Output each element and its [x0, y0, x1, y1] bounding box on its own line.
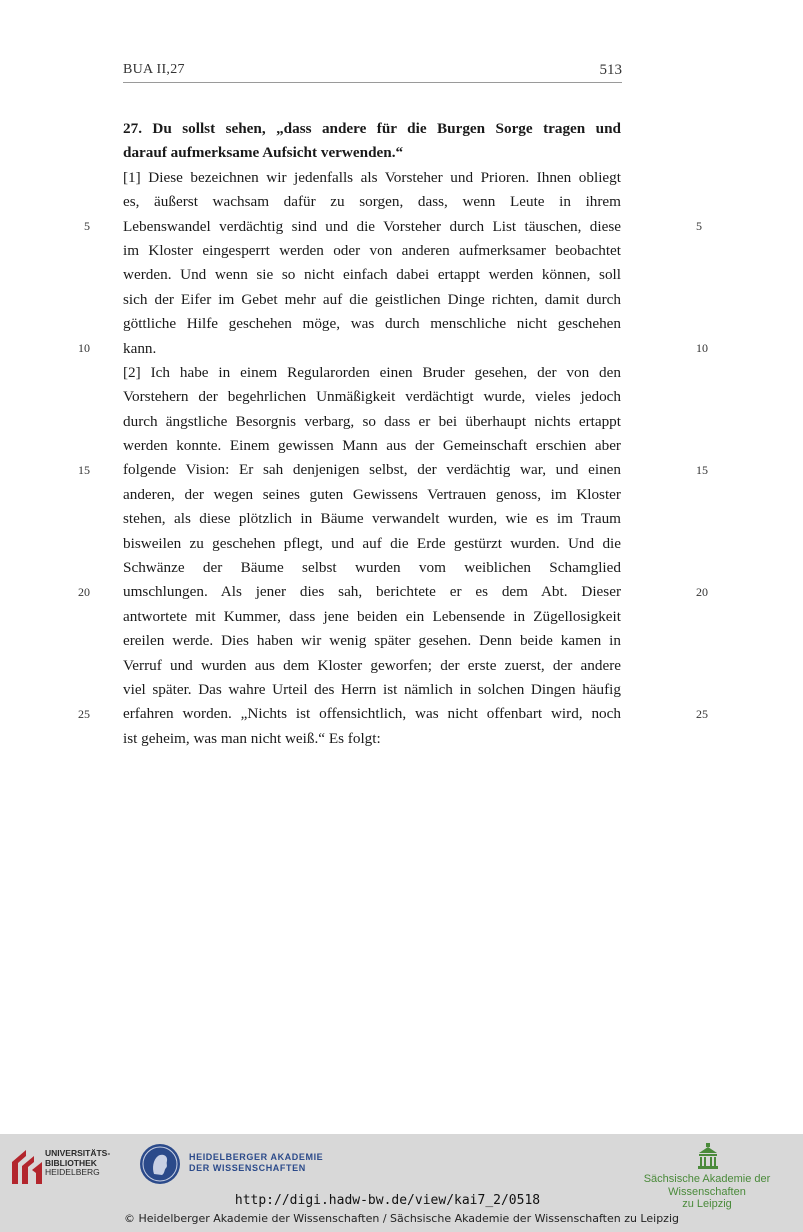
text-line: anderen, der wegen seines guten Gewissens Vertrauen genoss, im Kloster	[123, 485, 621, 503]
text-line: werden. Und wenn sie so nicht einfach dabei ertappt werden können, soll	[123, 266, 621, 284]
text-line: bisweilen zu geschehen pflegt, und auf die Erde gestürzt wurden. Und die	[123, 534, 621, 552]
hadw-seal-icon	[138, 1142, 182, 1186]
text-line: Verruf und wurden aus dem Kloster geworfen; der erste zuerst, der andere	[123, 656, 621, 674]
ub-line: BIBLIOTHEK	[45, 1157, 97, 1168]
hadw-line: HEIDELBERGER AKADEMIE	[189, 1152, 324, 1162]
saw-line: zu Leipzig	[682, 1198, 732, 1210]
text-line: antwortete mit Kummer, dass jene beiden ein Lebensende in Zügellosigkeit	[123, 607, 621, 625]
text-line: Schwänze der Bäume selbst wurden vom weiblichen Schamglied	[123, 559, 621, 577]
ub-heidelberg-wordmark	[45, 1149, 110, 1178]
section-title-line: darauf aufmerksame Aufsicht verwenden.“	[123, 144, 404, 162]
text-line: es, äußerst wachsam dafür zu sorgen, dass, wenn Leute in ihrem	[123, 193, 621, 211]
text-line: göttliche Hilfe geschehen möge, was durch menschliche nicht geschehen	[123, 315, 621, 333]
text-line: ist geheim, was man nicht weiß.“ Es folgt:	[123, 729, 381, 747]
text-line: durch ängstliche Besorgnis verbarg, so dass er bei überhaupt nichts ertappt	[123, 412, 621, 430]
copyright-notice: © Heidelberger Akademie der Wissenschaften / Sächsische Akademie der Wissenschaften zu Leipzig	[123, 1212, 679, 1225]
line-number-right: 25	[696, 707, 708, 721]
page-number: 513	[599, 62, 622, 78]
text-line: werden konnte. Einem gewissen Mann aus der Gemeinschaft erschien aber	[123, 437, 621, 455]
text-line: stehen, als diese plötzlich in Bäume verwandelt wurden, wie es im Traum	[123, 510, 621, 528]
text-line: kann.	[123, 339, 157, 357]
line-number-left: 20	[78, 585, 90, 599]
line-number-left: 25	[78, 707, 90, 721]
text-line: erfahren worden. „Nichts ist offensichtlich, was nicht offenbart wird, noch	[123, 705, 621, 723]
ub-line: HEIDELBERG	[45, 1167, 100, 1177]
line-number-left: 5	[84, 219, 90, 233]
line-number-left: 15	[78, 463, 90, 477]
text-line: viel später. Das wahre Urteil des Herrn ist nämlich in solchen Dingen häufig	[123, 680, 621, 698]
text-line: ereilen werde. Dies haben wir wenig später gesehen. Denn beide kamen in	[123, 632, 621, 650]
permalink-url[interactable]: http://digi.hadw-bw.de/view/kai7_2/0518	[234, 1193, 541, 1208]
saw-leipzig-building-icon	[697, 1143, 719, 1169]
text-line: Lebenswandel verdächtig sind und die Vorsteher durch List täuschen, diese	[123, 217, 621, 235]
line-number-right: 5	[696, 219, 702, 233]
running-title: BUA II,27	[123, 62, 185, 77]
line-number-right: 10	[696, 341, 708, 355]
footer-bar	[0, 1134, 803, 1232]
page-text	[123, 117, 621, 751]
line-number-right: 15	[696, 463, 708, 477]
hadw-line: DER WISSENSCHAFTEN	[189, 1163, 306, 1173]
text-line: im Kloster eingesperrt werden oder von anderen aufmerksamer beobachtet	[123, 241, 621, 259]
hadw-wordmark	[189, 1152, 323, 1174]
text-line: umschlungen. Als jener dies sah, berichtete er es dem Abt. Dieser	[123, 583, 621, 601]
text-line: folgende Vision: Er sah denjenigen selbst, der verdächtig war, und einen	[123, 461, 621, 479]
text-line: Vorstehern der begehrlichen Unmäßigkeit verdächtigt wurde, vieles jedoch	[123, 388, 621, 406]
ub-line: UNIVERSITÄTS-	[45, 1148, 111, 1158]
line-number-right: 20	[696, 585, 708, 599]
line-number-left: 10	[78, 341, 90, 355]
saw-line: Sächsische Akademie der Wissenschaften	[643, 1173, 771, 1198]
text-line: sich der Eifer im Gebet mehr auf die geistlichen Dinge richten, damit durch	[123, 290, 621, 308]
text-line: [2] Ich habe in einem Regularorden einen Bruder gesehen, der von den	[123, 363, 621, 381]
section-title-line: 27. Du sollst sehen, „dass andere für die Burgen Sorge tragen und	[123, 120, 621, 137]
text-line: [1] Diese bezeichnen wir jedenfalls als Vorsteher und Prioren. Ihnen obliegt	[123, 168, 621, 186]
running-header	[123, 60, 622, 83]
